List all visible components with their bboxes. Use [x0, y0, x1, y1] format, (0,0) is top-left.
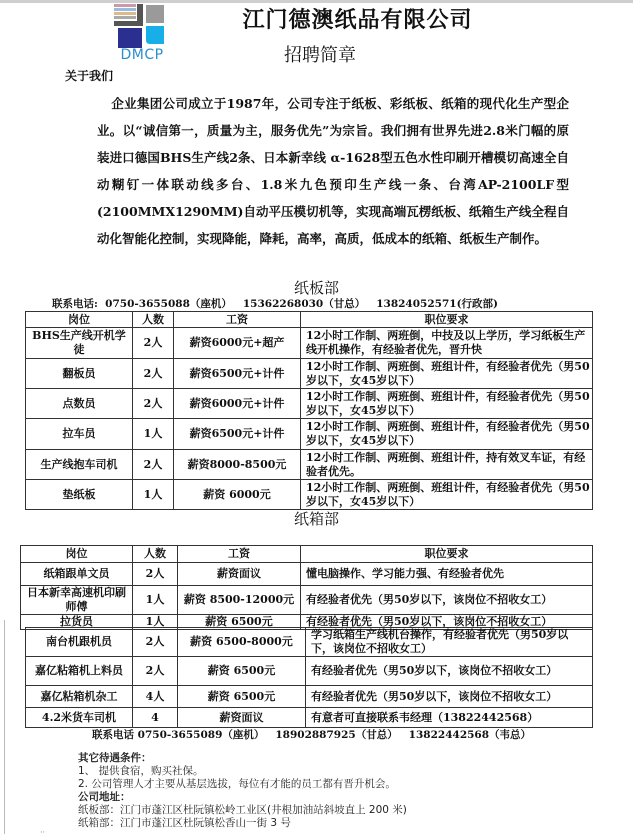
position-cell: 拉车员 [26, 419, 133, 450]
count-cell: 1人 [133, 615, 178, 630]
box-dept-title: 纸箱部 [293, 510, 339, 528]
salary-cell: 薪资6000元+超产 [174, 328, 301, 359]
benefit-item: 1、 提供食宿，购买社保。 [78, 765, 204, 777]
salary-cell: 薪资 6500-8000元 [178, 628, 306, 657]
requirements-cell: 12小时工作制、两班倒、班组计件，有经验者优先（男50岁以下，女45岁以下） [301, 359, 593, 389]
salary-cell: 薪资 6000元 [174, 480, 301, 510]
requirements-cell: 有经验者优先（男50岁以下，该岗位不招收女工） [301, 586, 593, 615]
count-cell: 1人 [133, 480, 174, 510]
board-dept-table [25, 311, 593, 510]
requirements-cell: 12小时工作制、两班倒、班组计件，有经验者优先（男50岁以下，女45岁以下） [301, 480, 593, 510]
table-header-row [21, 546, 593, 563]
requirements-cell: 12小时工作制、两班倒、班组计件，有经验者优先（男50岁以下，女45岁以下） [301, 389, 593, 419]
table-row [26, 450, 593, 480]
count-cell: 2人 [133, 450, 174, 480]
table-row [26, 657, 593, 686]
logo-text: DMCP [120, 47, 164, 63]
salary-cell: 薪资6500元+计件 [174, 419, 301, 450]
requirements-cell: 懂电脑操作、学习能力强、有经验者优先 [301, 563, 593, 586]
table-row [26, 480, 593, 510]
count-cell: 1人 [133, 586, 178, 615]
salary-cell: 薪资8000-8500元 [174, 450, 301, 480]
col-position: 岗位 [21, 546, 133, 563]
position-cell: 翻板员 [26, 359, 133, 389]
salary-cell: 薪资6000元+计件 [174, 389, 301, 419]
position-cell: 点数员 [26, 389, 133, 419]
salary-cell: 薪资 8500-12000元 [178, 586, 301, 615]
box-dept-table-continued [25, 627, 593, 728]
position-cell: 垫纸板 [26, 480, 133, 510]
address-board: 纸板部：江门市蓬江区杜阮镇松岭工业区(井根加油站斜坡直上 200 米) [78, 804, 407, 816]
left-border [4, 620, 5, 834]
col-salary: 工资 [174, 312, 301, 328]
count-cell: 2人 [133, 359, 174, 389]
table-row [26, 389, 593, 419]
footer-info [78, 752, 598, 830]
col-position: 岗位 [26, 312, 133, 328]
table-row [21, 586, 593, 615]
position-cell: 纸箱跟单文员 [21, 563, 133, 586]
salary-cell: 薪资6500元+计件 [174, 359, 301, 389]
box-dept-table [20, 545, 593, 630]
col-requirements: 职位要求 [301, 546, 593, 563]
table-row [26, 328, 593, 359]
about-text: 企业集团公司成立于1987年，公司专注于纸板、彩纸板、纸箱的现代化生产型企业。以“诚信第一，质量为主，服务优先”为宗旨。我们拥有世界先进2.8米门幅的原装进口德国BHS生产线2条、日本新幸线 α-1628型五色水性印刷开槽模切高速全自动糊钉一体联动线多台、1.8米九色预印生产线一条、台湾AP-2100LF型(2100MMX1290MM)自动平压模切机等，实现高端瓦楞纸板、纸箱生产线全程自动化智能化控制，实现降能，降耗，高率，高质，低成本的纸箱、纸板生产制作。 [97, 96, 569, 246]
count-cell: 4人 [133, 686, 178, 708]
requirements-cell: 12小时工作制、两班倒、班组计件，有经验者优先（男50岁以下，女45岁以下） [301, 419, 593, 450]
position-cell: 4.2米货车司机 [26, 708, 133, 728]
count-cell: 4 [133, 708, 178, 728]
salary-cell: 薪资 6500元 [178, 686, 306, 708]
count-cell: 2人 [133, 657, 178, 686]
dots-mark: ·· [40, 828, 46, 837]
table-row [21, 563, 593, 586]
position-cell: 生产线抱车司机 [26, 450, 133, 480]
col-count: 人数 [133, 312, 174, 328]
table-row [26, 686, 593, 708]
position-cell: 嘉亿粘箱机上料员 [26, 657, 133, 686]
requirements-cell: 有经验者优先（男50岁以下，该岗位不招收女工） [301, 615, 593, 630]
salary-cell: 薪资面议 [178, 563, 301, 586]
salary-cell: 薪资 6500元 [178, 615, 301, 630]
address-box: 纸箱部：江门市蓬江区杜阮镇松香山一街 3 号 [78, 817, 291, 829]
benefits-heading: 其它待遇条件： [78, 752, 152, 764]
table-header-row [26, 312, 593, 328]
table-row [26, 628, 593, 657]
col-salary: 工资 [178, 546, 301, 563]
requirements-cell: 12小时工作制、两班倒，中技及以上学历，学习纸板生产线开机操作，有经验者优先，晋升快 [301, 328, 593, 359]
col-count: 人数 [133, 546, 178, 563]
benefit-item: 2. 公司管理人才主要从基层选拔，每位有才能的员工都有晋升机会。 [78, 778, 396, 790]
about-paragraph [97, 90, 569, 252]
box-dept-contact: 联系电话 0750-3655089（座机） 18902887925（甘总） 13822442568（韦总） [92, 729, 532, 741]
company-name: 江门德澳纸品有限公司 [242, 8, 473, 33]
count-cell: 1人 [133, 419, 174, 450]
table-row [26, 708, 593, 728]
board-dept-contact: 联系电话: 0750-3655088（座机） 15362268030（甘总） 13824052571(行政部) [52, 298, 499, 310]
count-cell: 2人 [133, 328, 174, 359]
position-cell: 南台机跟机员 [26, 628, 133, 657]
address-heading: 公司地址： [78, 791, 131, 803]
table-row [26, 419, 593, 450]
requirements-cell: 学习纸箱生产线机台操作，有经验者优先（男50岁以下，该岗位不招收女工） [306, 628, 593, 657]
count-cell: 2人 [133, 563, 178, 586]
col-requirements: 职位要求 [301, 312, 593, 328]
position-cell: 日本新幸高速机印刷师傅 [21, 586, 133, 615]
count-cell: 2人 [133, 628, 178, 657]
position-cell: BHS生产线开机学徒 [26, 328, 133, 359]
salary-cell: 薪资 6500元 [178, 657, 306, 686]
requirements-cell: 有经验者优先（男50岁以下，该岗位不招收女工） [306, 657, 593, 686]
requirements-cell: 有意者可直接联系韦经理（13822442568） [306, 708, 593, 728]
position-cell: 拉货员 [21, 615, 133, 630]
board-dept-title: 纸板部 [293, 279, 339, 297]
requirements-cell: 12小时工作制、两班倒、班组计件，持有效叉车证，有经验者优先。 [301, 450, 593, 480]
table-row [26, 359, 593, 389]
page-subtitle: 招聘简章 [284, 45, 356, 66]
about-heading: 关于我们 [65, 69, 114, 83]
salary-cell: 薪资面议 [178, 708, 306, 728]
count-cell: 2人 [133, 389, 174, 419]
requirements-cell: 有经验者优先（男50岁以下，该岗位不招收女工） [306, 686, 593, 708]
position-cell: 嘉亿粘箱机杂工 [26, 686, 133, 708]
